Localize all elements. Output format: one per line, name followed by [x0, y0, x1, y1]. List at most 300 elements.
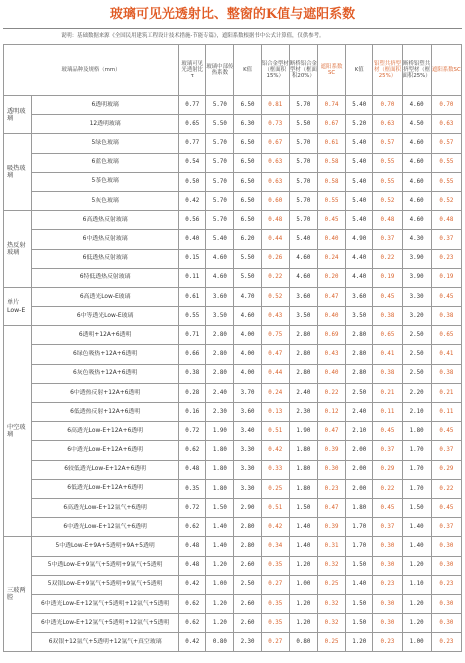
glass-spec-cell: 6低透热反射+12A+6透明: [32, 403, 179, 422]
table-row: [4, 268, 462, 287]
sc-value-cell: 0.55: [317, 191, 345, 210]
glass-spec-cell: 5双银Low-E+9氩气+5透明+9氩气+5透明: [32, 575, 179, 594]
sc-value-cell: 0.24: [261, 383, 289, 402]
value-cell: 4.30: [402, 230, 431, 249]
value-cell: 6.50: [234, 153, 261, 172]
sc-value-cell: 0.70: [373, 96, 402, 115]
sc-value-cell: 0.35: [261, 556, 289, 575]
value-cell: 0.71: [179, 326, 206, 345]
value-cell: 2.50: [402, 326, 431, 345]
table-row: [4, 422, 462, 441]
value-cell: 1.20: [289, 556, 317, 575]
sc-value-cell: 0.32: [317, 614, 345, 633]
category-label: 中空玻璃: [4, 326, 32, 537]
value-cell: 0.48: [179, 537, 206, 556]
table-row: [4, 134, 462, 153]
value-cell: 0.42: [179, 191, 206, 210]
value-cell: 1.50: [289, 498, 317, 517]
sc-value-cell: 0.55: [431, 172, 461, 191]
sc-value-cell: 0.20: [317, 268, 345, 287]
value-cell: 5.40: [346, 211, 373, 230]
table-row: [4, 230, 462, 249]
glass-spec-cell: 6中等透光Low-E玻璃: [32, 307, 179, 326]
value-cell: 1.40: [206, 518, 234, 537]
value-cell: 1.20: [289, 594, 317, 613]
value-cell: 2.80: [346, 326, 373, 345]
sc-value-cell: 0.47: [317, 422, 345, 441]
value-cell: 6.50: [234, 134, 261, 153]
value-cell: 0.11: [179, 268, 206, 287]
value-cell: 2.50: [402, 364, 431, 383]
sc-value-cell: 0.34: [261, 537, 289, 556]
sc-value-cell: 0.45: [373, 498, 402, 517]
sc-value-cell: 0.65: [431, 326, 461, 345]
sc-value-cell: 0.22: [431, 479, 461, 498]
value-cell: 0.48: [179, 460, 206, 479]
value-cell: 2.60: [234, 556, 261, 575]
value-cell: 1.40: [346, 575, 373, 594]
value-cell: 2.10: [402, 403, 431, 422]
value-cell: 4.60: [289, 268, 317, 287]
sc-value-cell: 0.41: [431, 345, 461, 364]
sc-value-cell: 0.48: [261, 211, 289, 230]
table-row: [4, 287, 462, 306]
value-cell: 2.00: [346, 441, 373, 460]
value-cell: 0.38: [179, 364, 206, 383]
sc-value-cell: 0.37: [373, 518, 402, 537]
sc-value-cell: 0.51: [261, 498, 289, 517]
value-cell: 1.20: [402, 614, 431, 633]
value-cell: 1.80: [402, 422, 431, 441]
sc-value-cell: 0.81: [261, 96, 289, 115]
sc-value-cell: 0.23: [317, 479, 345, 498]
table-body: [4, 96, 462, 652]
value-cell: 5.70: [289, 96, 317, 115]
sc-value-cell: 0.67: [261, 134, 289, 153]
sc-value-cell: 0.39: [317, 441, 345, 460]
value-cell: 2.40: [206, 383, 234, 402]
glass-spec-cell: 5绿色玻璃: [32, 134, 179, 153]
sc-value-cell: 0.39: [317, 518, 345, 537]
sc-value-cell: 0.47: [261, 345, 289, 364]
sc-value-cell: 0.41: [373, 345, 402, 364]
value-cell: 5.70: [206, 172, 234, 191]
value-cell: 2.00: [346, 460, 373, 479]
value-cell: 5.40: [346, 96, 373, 115]
value-cell: 3.60: [206, 287, 234, 306]
value-cell: 0.62: [179, 518, 206, 537]
sc-value-cell: 0.35: [261, 594, 289, 613]
sc-value-cell: 0.40: [317, 364, 345, 383]
value-cell: 2.40: [289, 383, 317, 402]
document-title: 玻璃可见光透射比、整窗的K值与遮阳系数: [3, 2, 462, 29]
value-cell: 4.60: [206, 268, 234, 287]
sc-value-cell: 0.25: [317, 575, 345, 594]
sc-value-cell: 0.29: [431, 460, 461, 479]
table-row: [4, 441, 462, 460]
sc-value-cell: 0.11: [373, 403, 402, 422]
header-center-k: 玻璃中部传热系数: [206, 45, 234, 96]
table-row: [4, 633, 462, 652]
sc-value-cell: 0.30: [431, 537, 461, 556]
sc-value-cell: 0.37: [431, 230, 461, 249]
value-cell: 2.40: [346, 403, 373, 422]
category-label: 透明玻璃: [4, 96, 32, 134]
header-frame1-k: K值: [234, 45, 261, 96]
sc-value-cell: 0.12: [317, 403, 345, 422]
value-cell: 4.60: [402, 172, 431, 191]
value-cell: 6.50: [234, 96, 261, 115]
glass-spec-cell: 6中透光Low-E+12氩气+6透明: [32, 518, 179, 537]
sc-value-cell: 0.43: [261, 307, 289, 326]
value-cell: 4.60: [402, 211, 431, 230]
value-cell: 6.50: [234, 211, 261, 230]
value-cell: 0.61: [179, 287, 206, 306]
category-label: 热反射玻璃: [4, 211, 32, 288]
value-cell: 2.80: [289, 364, 317, 383]
value-cell: 3.90: [402, 268, 431, 287]
sc-value-cell: 0.60: [261, 191, 289, 210]
sc-value-cell: 0.13: [261, 403, 289, 422]
sc-value-cell: 0.45: [431, 287, 461, 306]
category-label: 单片Low-E: [4, 287, 32, 325]
header-row: [4, 45, 462, 96]
sc-value-cell: 0.58: [317, 172, 345, 191]
sc-value-cell: 0.52: [431, 191, 461, 210]
value-cell: 4.40: [346, 249, 373, 268]
value-cell: 5.50: [206, 115, 234, 134]
header-frame2: 断桥铝合金型材（框面积20%）: [289, 45, 317, 96]
value-cell: 1.00: [289, 575, 317, 594]
value-cell: 0.15: [179, 249, 206, 268]
value-cell: 1.50: [346, 614, 373, 633]
sc-value-cell: 0.57: [431, 134, 461, 153]
value-cell: 5.70: [289, 153, 317, 172]
value-cell: 2.80: [206, 345, 234, 364]
value-cell: 0.62: [179, 594, 206, 613]
value-cell: 1.70: [402, 441, 431, 460]
value-cell: 1.50: [346, 594, 373, 613]
sc-value-cell: 0.45: [317, 211, 345, 230]
value-cell: 0.62: [179, 441, 206, 460]
value-cell: 4.60: [402, 96, 431, 115]
sc-value-cell: 0.35: [261, 614, 289, 633]
value-cell: 2.10: [346, 422, 373, 441]
value-cell: 4.50: [402, 115, 431, 134]
glass-spec-cell: 5茶色玻璃: [32, 172, 179, 191]
sc-value-cell: 0.44: [261, 230, 289, 249]
value-cell: 4.60: [289, 249, 317, 268]
value-cell: 6.50: [234, 172, 261, 191]
value-cell: 1.50: [346, 556, 373, 575]
value-cell: 1.50: [206, 498, 234, 517]
value-cell: 4.00: [234, 326, 261, 345]
value-cell: 4.60: [402, 134, 431, 153]
value-cell: 2.80: [206, 326, 234, 345]
value-cell: 0.35: [179, 479, 206, 498]
sc-value-cell: 0.74: [317, 96, 345, 115]
value-cell: 0.77: [179, 134, 206, 153]
value-cell: 1.10: [402, 575, 431, 594]
sc-value-cell: 0.40: [317, 307, 345, 326]
glass-spec-cell: 6低透热反射玻璃: [32, 249, 179, 268]
sc-value-cell: 0.45: [431, 422, 461, 441]
table-row: [4, 345, 462, 364]
sc-value-cell: 0.23: [431, 575, 461, 594]
sc-value-cell: 0.23: [373, 575, 402, 594]
value-cell: 1.40: [206, 537, 234, 556]
sc-value-cell: 0.44: [261, 364, 289, 383]
value-cell: 2.80: [346, 364, 373, 383]
value-cell: 5.70: [206, 191, 234, 210]
sc-value-cell: 0.30: [317, 460, 345, 479]
glass-spec-cell: 6中透热反射+12A+6透明: [32, 383, 179, 402]
sc-value-cell: 0.55: [373, 172, 402, 191]
value-cell: 1.40: [402, 537, 431, 556]
table-row: [4, 556, 462, 575]
sc-value-cell: 0.22: [373, 479, 402, 498]
sc-value-cell: 0.63: [373, 115, 402, 134]
sc-value-cell: 0.38: [431, 364, 461, 383]
value-cell: 0.77: [179, 96, 206, 115]
value-cell: 1.70: [402, 460, 431, 479]
table-row: [4, 518, 462, 537]
glass-spec-cell: 6高透光Low-E+12氩气+6透明: [32, 498, 179, 517]
header-frame3-k: K值: [346, 45, 373, 96]
value-cell: 5.40: [206, 230, 234, 249]
value-cell: 5.50: [234, 249, 261, 268]
value-cell: 1.80: [206, 460, 234, 479]
value-cell: 1.90: [289, 422, 317, 441]
sc-value-cell: 0.55: [373, 153, 402, 172]
sc-value-cell: 0.30: [373, 537, 402, 556]
value-cell: 0.48: [179, 556, 206, 575]
table-row: [4, 249, 462, 268]
sc-value-cell: 0.38: [431, 307, 461, 326]
header-frame2-sc: 遮阳系数SC: [317, 45, 345, 96]
glass-spec-cell: 6高透光Low-E+12A+6透明: [32, 422, 179, 441]
value-cell: 0.40: [179, 230, 206, 249]
value-cell: 0.72: [179, 498, 206, 517]
glass-spec-cell: 6双银+12氩气+5透明+12氩气+真空玻璃: [32, 633, 179, 652]
value-cell: 5.40: [346, 153, 373, 172]
glass-spec-cell: 6低透光Low-E+12A+6透明: [32, 479, 179, 498]
sc-value-cell: 0.51: [261, 422, 289, 441]
value-cell: 1.80: [206, 479, 234, 498]
header-product: 玻璃品种及规格（mm）: [4, 45, 179, 96]
sc-value-cell: 0.21: [431, 383, 461, 402]
value-cell: 0.62: [179, 614, 206, 633]
value-cell: 2.80: [206, 364, 234, 383]
glass-spec-cell: 12透明玻璃: [32, 115, 179, 134]
value-cell: 1.90: [206, 422, 234, 441]
sc-value-cell: 0.21: [373, 383, 402, 402]
value-cell: 5.70: [206, 211, 234, 230]
value-cell: 0.65: [179, 115, 206, 134]
value-cell: 1.20: [206, 594, 234, 613]
value-cell: 0.50: [179, 172, 206, 191]
value-cell: 1.20: [402, 556, 431, 575]
value-cell: 2.50: [402, 345, 431, 364]
value-cell: 0.80: [206, 633, 234, 652]
value-cell: 5.40: [346, 172, 373, 191]
value-cell: 6.50: [234, 191, 261, 210]
value-cell: 2.30: [206, 403, 234, 422]
value-cell: 1.80: [289, 441, 317, 460]
value-cell: 2.80: [234, 518, 261, 537]
sc-value-cell: 0.38: [373, 364, 402, 383]
sc-value-cell: 0.42: [261, 518, 289, 537]
value-cell: 3.50: [206, 307, 234, 326]
value-cell: 6.30: [234, 115, 261, 134]
header-vlt: 玻璃可见光透射比 τ: [179, 45, 206, 96]
value-cell: 4.40: [346, 268, 373, 287]
value-cell: 2.90: [234, 498, 261, 517]
sc-value-cell: 0.25: [317, 633, 345, 652]
value-cell: 4.70: [234, 287, 261, 306]
sc-value-cell: 0.63: [261, 172, 289, 191]
value-cell: 3.70: [234, 383, 261, 402]
header-frame3: 铝塑共挤型材（框面积25%）: [373, 45, 402, 96]
sc-value-cell: 0.32: [317, 594, 345, 613]
value-cell: 4.60: [402, 191, 431, 210]
value-cell: 0.66: [179, 345, 206, 364]
sc-value-cell: 0.22: [373, 249, 402, 268]
value-cell: 2.30: [289, 403, 317, 422]
table-row: [4, 594, 462, 613]
sc-value-cell: 0.45: [373, 422, 402, 441]
sc-value-cell: 0.23: [373, 633, 402, 652]
glass-spec-cell: 6特低透热反射玻璃: [32, 268, 179, 287]
value-cell: 0.80: [289, 633, 317, 652]
header-frame4: 断桥铝塑共挤型材（框面积25%）: [402, 45, 431, 96]
value-cell: 1.20: [206, 614, 234, 633]
sc-value-cell: 0.11: [431, 403, 461, 422]
sc-value-cell: 0.45: [373, 287, 402, 306]
glass-performance-table: [3, 44, 462, 652]
glass-spec-cell: 5中透Low-E+9A+5透明+9A+5透明: [32, 537, 179, 556]
value-cell: 3.40: [234, 422, 261, 441]
value-cell: 2.80: [346, 345, 373, 364]
glass-spec-cell: 6透明玻璃: [32, 96, 179, 115]
value-cell: 5.50: [234, 268, 261, 287]
category-label: 吸热玻璃: [4, 134, 32, 211]
value-cell: 0.16: [179, 403, 206, 422]
sc-value-cell: 0.38: [373, 307, 402, 326]
value-cell: 4.60: [402, 153, 431, 172]
source-note: 说明：基础数据来源《全国民用建筑工程设计技术措施-节能专篇》，遮阳系数根据书中公式计算值，仅供参考。: [61, 33, 325, 39]
glass-spec-cell: 6透明+12A+6透明: [32, 326, 179, 345]
sc-value-cell: 0.52: [261, 287, 289, 306]
glass-spec-cell: 6高透光Low-E玻璃: [32, 287, 179, 306]
value-cell: 1.70: [346, 537, 373, 556]
glass-spec-cell: 6中透热反射玻璃: [32, 230, 179, 249]
sc-value-cell: 0.30: [373, 556, 402, 575]
value-cell: 4.00: [234, 345, 261, 364]
sc-value-cell: 0.19: [431, 268, 461, 287]
value-cell: 2.60: [234, 614, 261, 633]
category-label: 三玻两腔: [4, 537, 32, 652]
sc-value-cell: 0.58: [317, 153, 345, 172]
document: [3, 2, 462, 652]
value-cell: 3.20: [402, 307, 431, 326]
sc-value-cell: 0.19: [373, 268, 402, 287]
table-row: [4, 191, 462, 210]
sc-value-cell: 0.43: [317, 345, 345, 364]
sc-value-cell: 0.37: [373, 230, 402, 249]
sc-value-cell: 0.75: [261, 326, 289, 345]
value-cell: 5.70: [289, 134, 317, 153]
sc-value-cell: 0.70: [431, 96, 461, 115]
sc-value-cell: 0.25: [261, 479, 289, 498]
sc-value-cell: 0.23: [431, 633, 461, 652]
glass-spec-cell: 5灰色玻璃: [32, 191, 179, 210]
glass-spec-cell: 6灰色吸热+12A+6透明: [32, 364, 179, 383]
value-cell: 1.00: [402, 633, 431, 652]
sc-value-cell: 0.29: [373, 460, 402, 479]
value-cell: 2.80: [289, 345, 317, 364]
value-cell: 2.80: [289, 326, 317, 345]
sc-value-cell: 0.48: [373, 211, 402, 230]
table-row: [4, 460, 462, 479]
value-cell: 2.00: [346, 479, 373, 498]
value-cell: 3.30: [234, 460, 261, 479]
value-cell: 1.20: [402, 594, 431, 613]
sc-value-cell: 0.67: [317, 115, 345, 134]
value-cell: 5.70: [289, 211, 317, 230]
sc-value-cell: 0.69: [317, 326, 345, 345]
table-row: [4, 211, 462, 230]
value-cell: 1.40: [402, 518, 431, 537]
glass-spec-cell: 6蓝色玻璃: [32, 153, 179, 172]
sc-value-cell: 0.33: [261, 460, 289, 479]
value-cell: 0.72: [179, 422, 206, 441]
value-cell: 0.55: [179, 307, 206, 326]
value-cell: 6.20: [234, 230, 261, 249]
sc-value-cell: 0.42: [261, 441, 289, 460]
sc-value-cell: 0.32: [317, 556, 345, 575]
glass-spec-cell: 6中透光Low-E+12氩气+5透明+12氩气+5透明: [32, 594, 179, 613]
table-row: [4, 153, 462, 172]
glass-spec-cell: 6中透光Low-E+12A+6透明: [32, 441, 179, 460]
sc-value-cell: 0.61: [317, 134, 345, 153]
value-cell: 3.30: [402, 287, 431, 306]
value-cell: 0.42: [179, 633, 206, 652]
header-frame4-sc: 遮阳系数SC: [431, 45, 461, 96]
value-cell: 1.20: [206, 556, 234, 575]
sc-value-cell: 0.57: [373, 134, 402, 153]
table-row: [4, 537, 462, 556]
value-cell: 0.42: [179, 575, 206, 594]
sc-value-cell: 0.45: [431, 498, 461, 517]
header-frame1: 铝合金型材（框面积15%）: [261, 45, 289, 96]
value-cell: 5.40: [289, 230, 317, 249]
value-cell: 2.50: [346, 383, 373, 402]
table-row: [4, 326, 462, 345]
sc-value-cell: 0.37: [373, 441, 402, 460]
glass-spec-cell: 6高透热反射玻璃: [32, 211, 179, 230]
table-row: [4, 614, 462, 633]
value-cell: 4.00: [234, 364, 261, 383]
value-cell: 3.60: [346, 287, 373, 306]
value-cell: 1.50: [402, 498, 431, 517]
table-row: [4, 96, 462, 115]
sc-value-cell: 0.63: [261, 153, 289, 172]
value-cell: 3.30: [234, 479, 261, 498]
value-cell: 5.70: [206, 134, 234, 153]
value-cell: 3.60: [234, 403, 261, 422]
table-row: [4, 383, 462, 402]
